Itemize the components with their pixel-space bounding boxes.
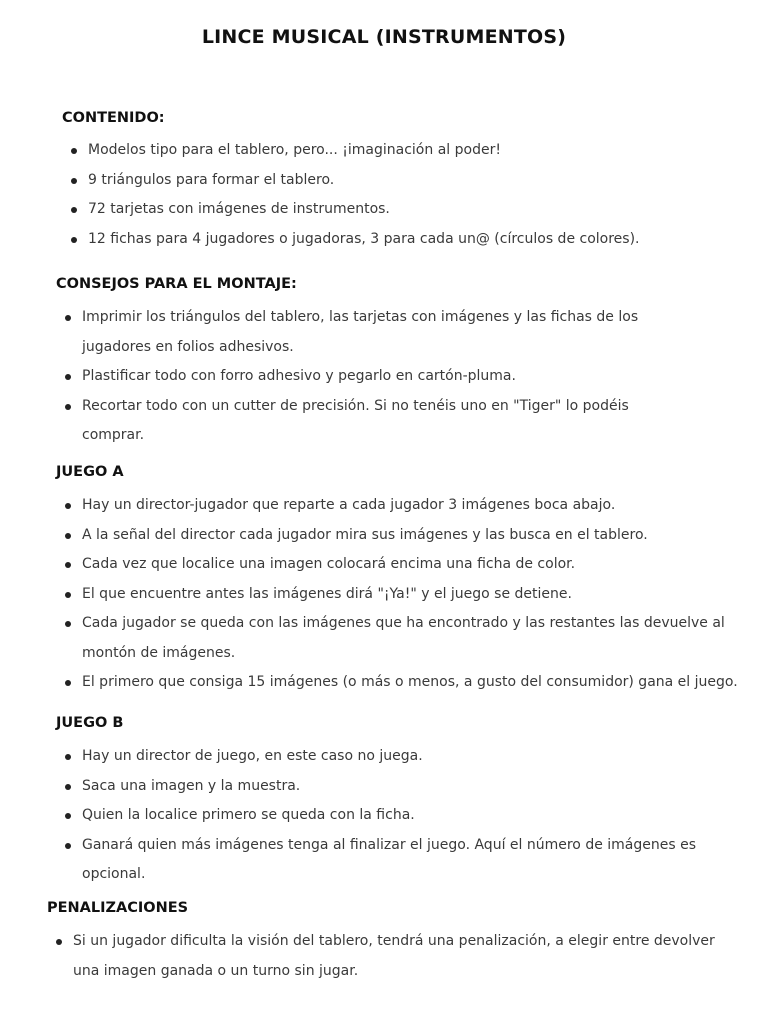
list-item [62, 195, 742, 225]
list-item-text: El que encuentre antes las imágenes dirá "¡Ya!" y el juego se detiene. [82, 585, 572, 602]
list-item-text: Saca una imagen y la muestra. [82, 777, 301, 794]
section-juego-b [56, 713, 716, 890]
list-item [56, 580, 746, 610]
list-item [56, 491, 746, 521]
list-item-text: Cada vez que localice una imagen colocará encima una ficha de color. [82, 556, 576, 572]
list-item-text: Modelos tipo para el tablero, pero... ¡imaginación al poder! [88, 142, 501, 158]
bullet-list [62, 136, 742, 254]
bullet-icon [65, 503, 71, 509]
bullet-icon [65, 621, 71, 627]
list-item [56, 303, 656, 362]
section-heading: JUEGO B [56, 715, 124, 731]
list-item-text: 72 tarjetas con imágenes de instrumentos. [88, 201, 390, 217]
section-heading: CONTENIDO: [62, 110, 165, 126]
list-item-text: Si un jugador dificulta la visión del tablero, tendrá una penalización, a elegir entre devolver una imagen ganada o un turno sin jugar. [73, 933, 715, 979]
list-item-text: Hay un director-jugador que reparte a cada jugador 3 imágenes boca abajo. [82, 497, 616, 513]
section-heading: JUEGO A [56, 464, 124, 480]
document-title: LINCE MUSICAL (INSTRUMENTOS) [201, 26, 567, 48]
list-item-text: Ganará quien más imágenes tenga al finalizar el juego. Aquí el número de imágenes es opcional. [82, 836, 697, 882]
bullet-icon [56, 939, 62, 945]
bullet-icon [65, 404, 71, 410]
list-item [56, 801, 716, 831]
section-heading: PENALIZACIONES [47, 900, 189, 916]
list-item [56, 521, 746, 551]
list-item-text: Hay un director de juego, en este caso no juega. [82, 748, 423, 764]
list-item [56, 772, 716, 802]
bullet-icon [65, 680, 71, 686]
list-item [56, 550, 746, 580]
bullet-list [56, 491, 746, 698]
list-item [56, 362, 656, 392]
bullet-icon [65, 374, 71, 380]
list-item-text: El primero que consiga 15 imágenes (o más o menos, a gusto del consumidor) gana el juego. [82, 674, 738, 690]
bullet-icon [65, 315, 71, 321]
list-item [62, 136, 742, 166]
section-heading: CONSEJOS PARA EL MONTAJE: [56, 276, 297, 292]
list-item-text: Recortar todo con un cutter de precisión. Si no tenéis uno en "Tiger" lo podéis comprar. [82, 397, 629, 443]
bullet-icon [65, 754, 71, 760]
bullet-icon [71, 148, 77, 154]
bullet-icon [65, 592, 71, 598]
bullet-icon [71, 237, 77, 243]
list-item [47, 927, 737, 986]
list-item [56, 609, 746, 668]
bullet-list [56, 742, 716, 890]
list-item-text: Quien la localice primero se queda con la ficha. [82, 807, 415, 823]
list-item-text: Cada jugador se queda con las imágenes que ha encontrado y las restantes las devuelve al montón de imágenes. [82, 615, 725, 661]
list-item-text: 12 fichas para 4 jugadores o jugadoras, 3 para cada un@ (círculos de colores). [88, 230, 640, 247]
section-contenido [62, 108, 742, 254]
list-item [56, 668, 746, 698]
section-consejos [56, 274, 656, 451]
section-penalizaciones [47, 898, 737, 986]
list-item [56, 392, 656, 451]
list-item [56, 742, 716, 772]
section-juego-a [56, 462, 746, 698]
bullet-list [56, 303, 656, 451]
bullet-icon [65, 533, 71, 539]
bullet-icon [65, 813, 71, 819]
list-item-text: A la señal del director cada jugador mira sus imágenes y las busca en el tablero. [82, 526, 648, 543]
list-item-text: Plastificar todo con forro adhesivo y pegarlo en cartón-pluma. [82, 368, 516, 384]
list-item [62, 166, 742, 196]
list-item [56, 831, 716, 890]
bullet-icon [71, 178, 77, 184]
list-item-text: 9 triángulos para formar el tablero. [88, 171, 335, 188]
bullet-icon [65, 843, 71, 849]
bullet-icon [65, 784, 71, 790]
list-item-text: Imprimir los triángulos del tablero, las tarjetas con imágenes y las fichas de los jugadores en folios adhesivos. [82, 309, 639, 355]
list-item [62, 225, 742, 255]
bullet-list [47, 927, 737, 986]
bullet-icon [65, 562, 71, 568]
bullet-icon [71, 207, 77, 213]
